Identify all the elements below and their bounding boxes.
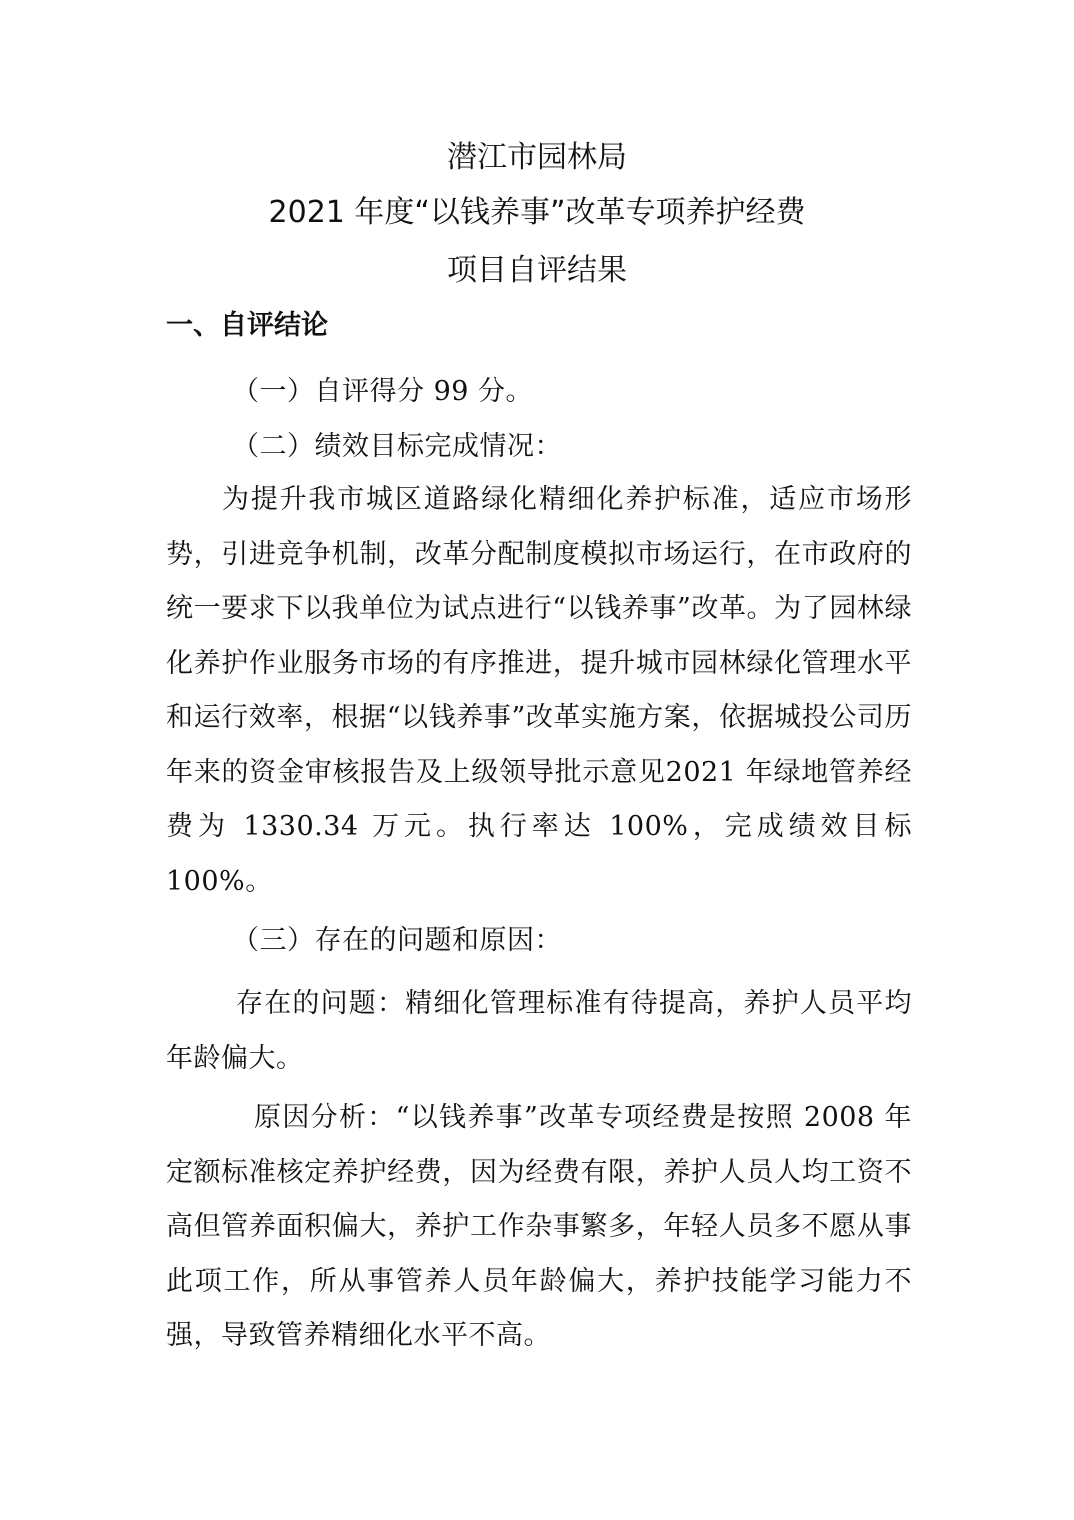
- document-title-line-1: 潜江市园林局: [447, 140, 627, 175]
- subsection-performance-heading: （二）绩效目标完成情况：: [232, 431, 562, 462]
- section-heading: 一、自评结论: [166, 310, 328, 341]
- document-title-line-2: 2021 年度“以钱养事”改革专项养护经费: [268, 195, 806, 230]
- subsection-problems-heading: （三）存在的问题和原因：: [232, 925, 562, 956]
- cause-analysis-paragraph: 原因分析：“以钱养事”改革专项经费是按照 2008 年定额标准核定养护经费，因为经费有限，养护人员人均工资不高但管养面积偏大，养护工作杂事繁多，年轻人员多不愿从事此项工作，所从事管养人员年龄偏大，养护技能学习能力不强，导致管养精细化水平不高。: [166, 1102, 912, 1351]
- problems-paragraph: 存在的问题：精细化管理标准有待提高，养护人员平均年龄偏大。: [166, 988, 912, 1074]
- document-title-line-3: 项目自评结果: [447, 253, 627, 288]
- performance-paragraph: 为提升我市城区道路绿化精细化养护标准，适应市场形势，引进竞争机制，改革分配制度模拟市场运行，在市政府的统一要求下以我单位为试点进行“以钱养事”改革。为了园林绿化养护作业服务市场的有序推进，提升城市园林绿化管理水平和运行效率，根据“以钱养事”改革实施方案，依据城投公司历年来的资金审核报告及上级领导批示意见2021 年绿地管养经费为 1330.34 万元。执行率达 100%，完成绩效目标 100%。: [166, 484, 912, 897]
- subsection-score: （一）自评得分 99 分。: [232, 376, 534, 407]
